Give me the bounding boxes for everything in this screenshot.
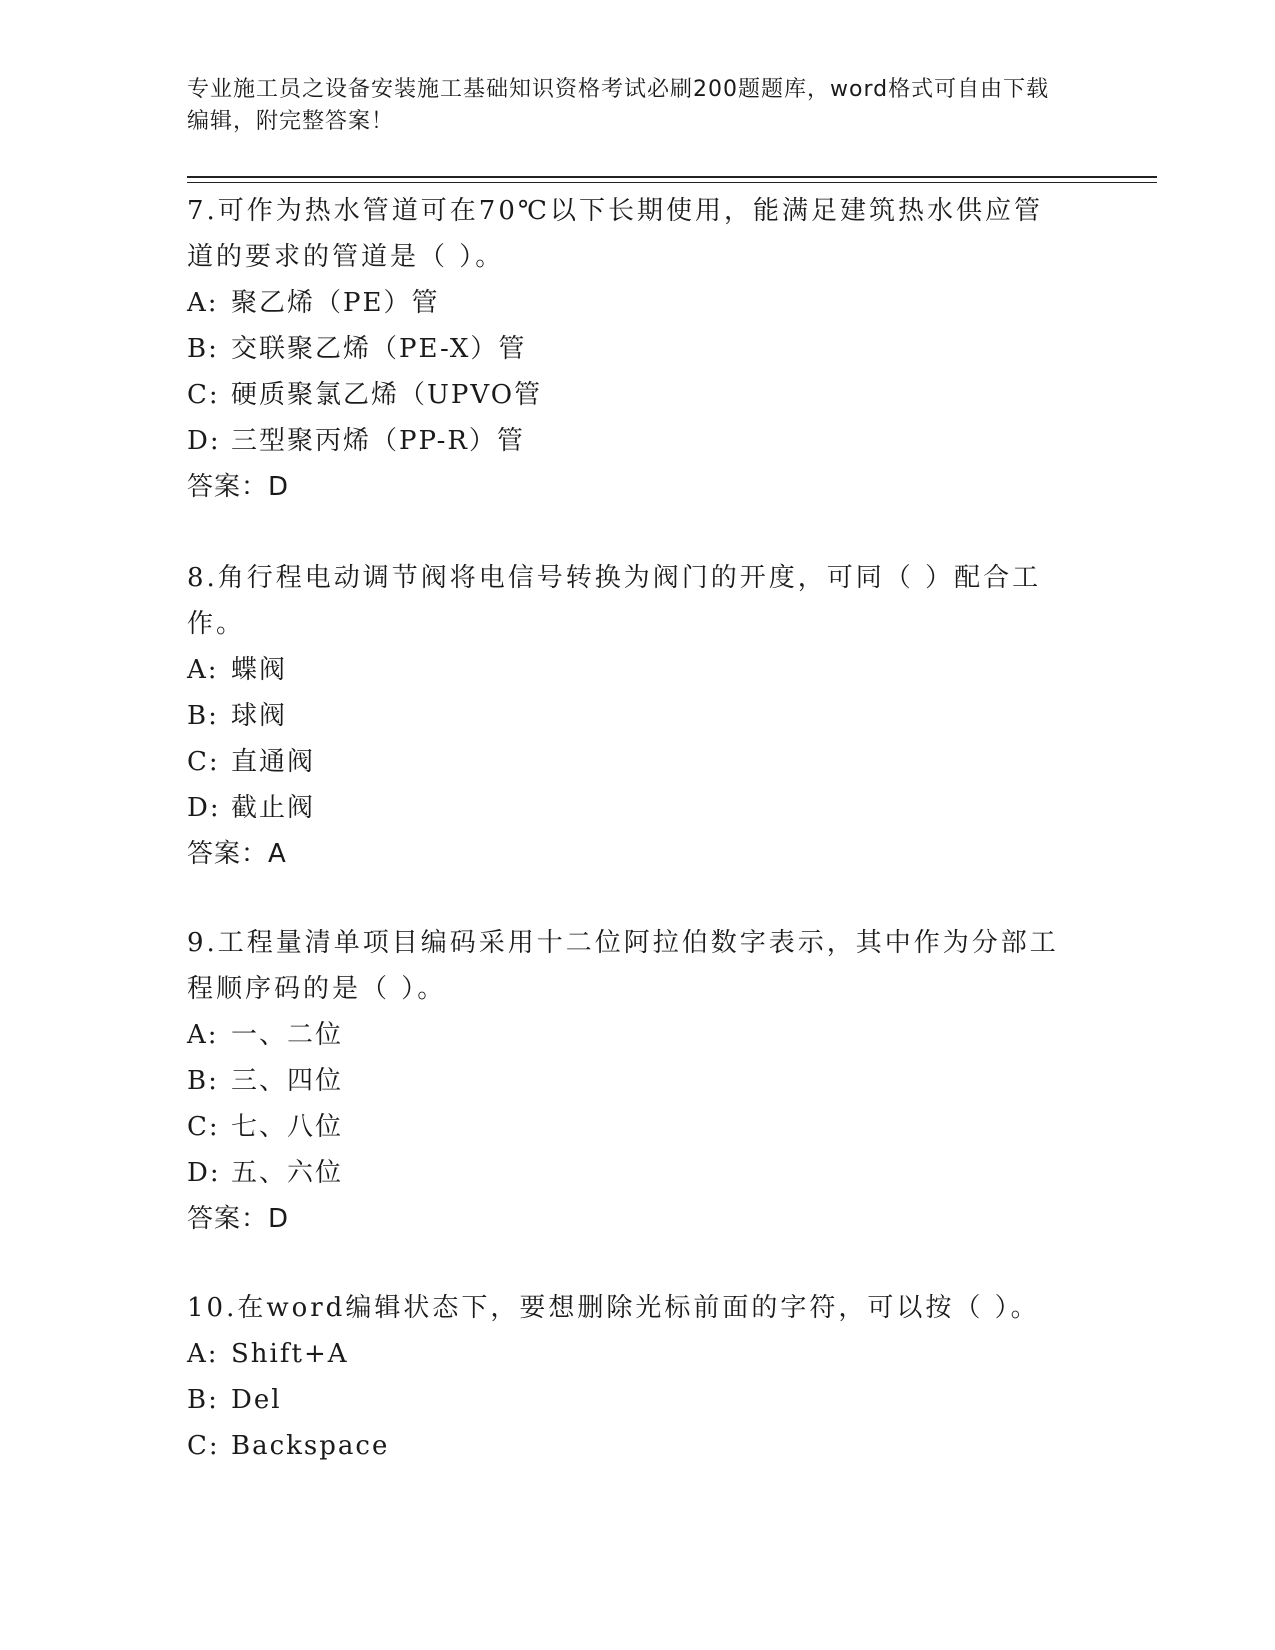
option-a bbox=[187, 280, 1087, 326]
question-text: 10.在word编辑状态下，要想删除光标前面的字符，可以按（ ）。 bbox=[187, 1293, 1040, 1323]
option-text: 硬质聚氯乙烯（UPVO管 bbox=[231, 380, 543, 410]
option-text: 五、六位 bbox=[231, 1158, 344, 1188]
option-key: C: bbox=[187, 1112, 220, 1142]
option-text: 三、四位 bbox=[231, 1066, 344, 1096]
option-d bbox=[187, 785, 1087, 831]
option-key: D: bbox=[187, 1158, 221, 1188]
option-c bbox=[187, 1104, 1087, 1150]
question-text: 9.工程量清单项目编码采用十二位阿拉伯数字表示，其中作为分部工程顺序码的是（ ）。 bbox=[187, 928, 1059, 1004]
option-key: D: bbox=[187, 793, 221, 823]
document-header: 专业施工员之设备安装施工基础知识资格考试必刷200题题库，word格式可自由下载编辑，附完整答案！ bbox=[187, 77, 1050, 134]
option-d bbox=[187, 1150, 1087, 1196]
question-7 bbox=[187, 188, 1087, 510]
option-key: A: bbox=[187, 1020, 219, 1050]
option-key: C: bbox=[187, 1431, 220, 1461]
option-key: A: bbox=[187, 288, 219, 318]
question-text: 8.角行程电动调节阀将电信号转换为阀门的开度，可同（ ）配合工作。 bbox=[187, 563, 1042, 639]
option-b bbox=[187, 1058, 1087, 1104]
option-key: B: bbox=[187, 1066, 219, 1096]
option-d bbox=[187, 418, 1087, 464]
option-key: A: bbox=[187, 1339, 219, 1369]
option-text: 三型聚丙烯（PP-R）管 bbox=[231, 426, 525, 456]
option-text: Shift+A bbox=[231, 1339, 349, 1369]
header-divider-thick bbox=[187, 176, 1157, 178]
option-a bbox=[187, 647, 1087, 693]
option-text: 七、八位 bbox=[231, 1112, 344, 1142]
option-key: B: bbox=[187, 1385, 219, 1415]
option-key: C: bbox=[187, 747, 220, 777]
option-c bbox=[187, 739, 1087, 785]
option-text: Del bbox=[231, 1385, 282, 1415]
question-8 bbox=[187, 555, 1087, 877]
header-divider-thin bbox=[187, 182, 1157, 183]
option-c bbox=[187, 372, 1087, 418]
option-b bbox=[187, 1377, 1087, 1423]
question-text: 7.可作为热水管道可在70℃以下长期使用，能满足建筑热水供应管道的要求的管道是（ ）。 bbox=[187, 196, 1043, 272]
option-c bbox=[187, 1423, 1087, 1469]
option-text: 交联聚乙烯（PE-X）管 bbox=[231, 334, 527, 364]
option-a bbox=[187, 1331, 1087, 1377]
question-10 bbox=[187, 1285, 1087, 1469]
answer-line: 答案：A bbox=[187, 839, 287, 869]
question-9 bbox=[187, 920, 1087, 1242]
option-text: 一、二位 bbox=[231, 1020, 344, 1050]
option-text: 截止阀 bbox=[231, 793, 316, 823]
answer-line: 答案：D bbox=[187, 472, 290, 502]
option-text: 蝶阀 bbox=[231, 655, 288, 685]
option-key: B: bbox=[187, 334, 219, 364]
option-a bbox=[187, 1012, 1087, 1058]
answer-line: 答案：D bbox=[187, 1204, 290, 1234]
option-key: D: bbox=[187, 426, 221, 456]
option-key: C: bbox=[187, 380, 220, 410]
option-text: Backspace bbox=[231, 1431, 390, 1461]
option-b bbox=[187, 693, 1087, 739]
option-text: 聚乙烯（PE）管 bbox=[231, 288, 440, 318]
option-key: B: bbox=[187, 701, 219, 731]
document-page bbox=[187, 0, 1167, 1650]
option-key: A: bbox=[187, 655, 219, 685]
option-text: 球阀 bbox=[231, 701, 288, 731]
option-b bbox=[187, 326, 1087, 372]
option-text: 直通阀 bbox=[231, 747, 316, 777]
